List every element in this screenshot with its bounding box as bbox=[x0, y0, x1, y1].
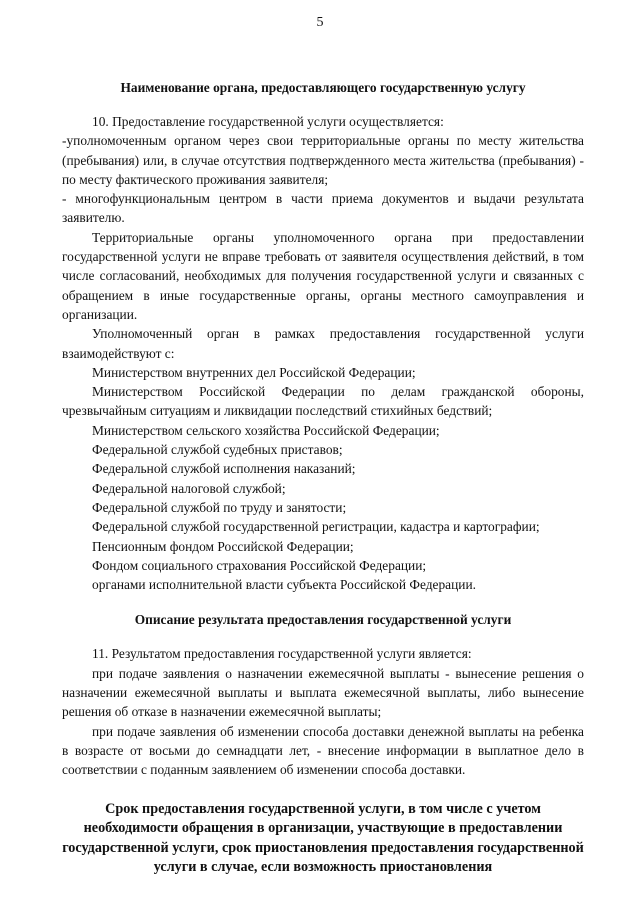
agency-item: органами исполнительной власти субъекта Российской Федерации. bbox=[92, 577, 476, 593]
paragraph-interaction-intro: Уполномоченный орган в рамках предоставления государственной услуги взаимодействуют с: bbox=[62, 326, 584, 361]
agency-item: Пенсионным фондом Российской Федерации; bbox=[92, 538, 354, 554]
section-heading-deadline: Срок предоставления государственной услуги, в том числе с учетом необходимости обращения в организации, участвующие в предоставлении государственной услуги, срок приостановления предоставления государственной услуги в случае, если возможность приостановления bbox=[62, 800, 584, 876]
agency-item: Федеральной службой исполнения наказаний; bbox=[92, 461, 356, 477]
agency-item: Федеральной службой судебных приставов; bbox=[92, 442, 343, 458]
paragraph-11-intro: 11. Результатом предоставления государственной услуги является: bbox=[92, 646, 472, 662]
document-body bbox=[62, 78, 584, 878]
paragraph-territorial-bodies: Территориальные органы уполномоченного органа при предоставлении государственной услуги не вправе требовать от заявителя осуществления действий, в том числе согласований, необходимых для получения государственной услуги и связанных с обращением в иные государственные органы, органы местного самоуправления и организации. bbox=[62, 229, 584, 322]
agency-item: Министерством внутренних дел Российской Федерации; bbox=[92, 364, 416, 380]
paragraph-10-item-1: -уполномоченным органом через свои территориальные органы по месту жительства (пребывания) или, в случае отсутствия подтвержденного места жительства (пребывания) - по месту фактического проживания заявителя; bbox=[62, 133, 584, 187]
section-heading-result: Описание результата предоставления государственной услуги bbox=[134, 612, 512, 628]
paragraph-11-item-2: при подаче заявления об изменении способа доставки денежной выплаты на ребенка в возрасте от восьми до семнадцати лет, - внесение информации в выплатное дело в соответствии с поданным заявлением об изменении способа доставки. bbox=[62, 723, 584, 778]
agency-item: Федеральной службой по труду и занятости; bbox=[92, 499, 347, 515]
agency-item: Министерством Российской Федерации по делам гражданской обороны, чрезвычайным ситуациям и ликвидации последствий стихийных бедствий; bbox=[62, 384, 584, 419]
agency-item: Федеральной службой государственной регистрации, кадастра и картографии; bbox=[92, 519, 540, 535]
agency-item: Федеральной налоговой службой; bbox=[92, 480, 286, 496]
paragraph-10-item-2: - многофункциональным центром в части приема документов и выдачи результата заявителю. bbox=[62, 191, 584, 226]
paragraph-11-item-1: при подаче заявления о назначении ежемесячной выплаты - вынесение решения о назначении ежемесячной выплаты и выплата ежемесячной выплаты, либо вынесение решения об отказе в назначении ежемесячной выплаты; bbox=[62, 665, 584, 720]
page-number: 5 bbox=[316, 15, 324, 30]
agency-item: Министерством сельского хозяйства Российской Федерации; bbox=[92, 422, 440, 438]
agency-item: Фондом социального страхования Российской Федерации; bbox=[92, 557, 427, 573]
section-heading-service-body: Наименование органа, предоставляющего государственную услугу bbox=[120, 80, 526, 95]
paragraph-10-intro: 10. Предоставление государственной услуги осуществляется: bbox=[92, 114, 444, 129]
